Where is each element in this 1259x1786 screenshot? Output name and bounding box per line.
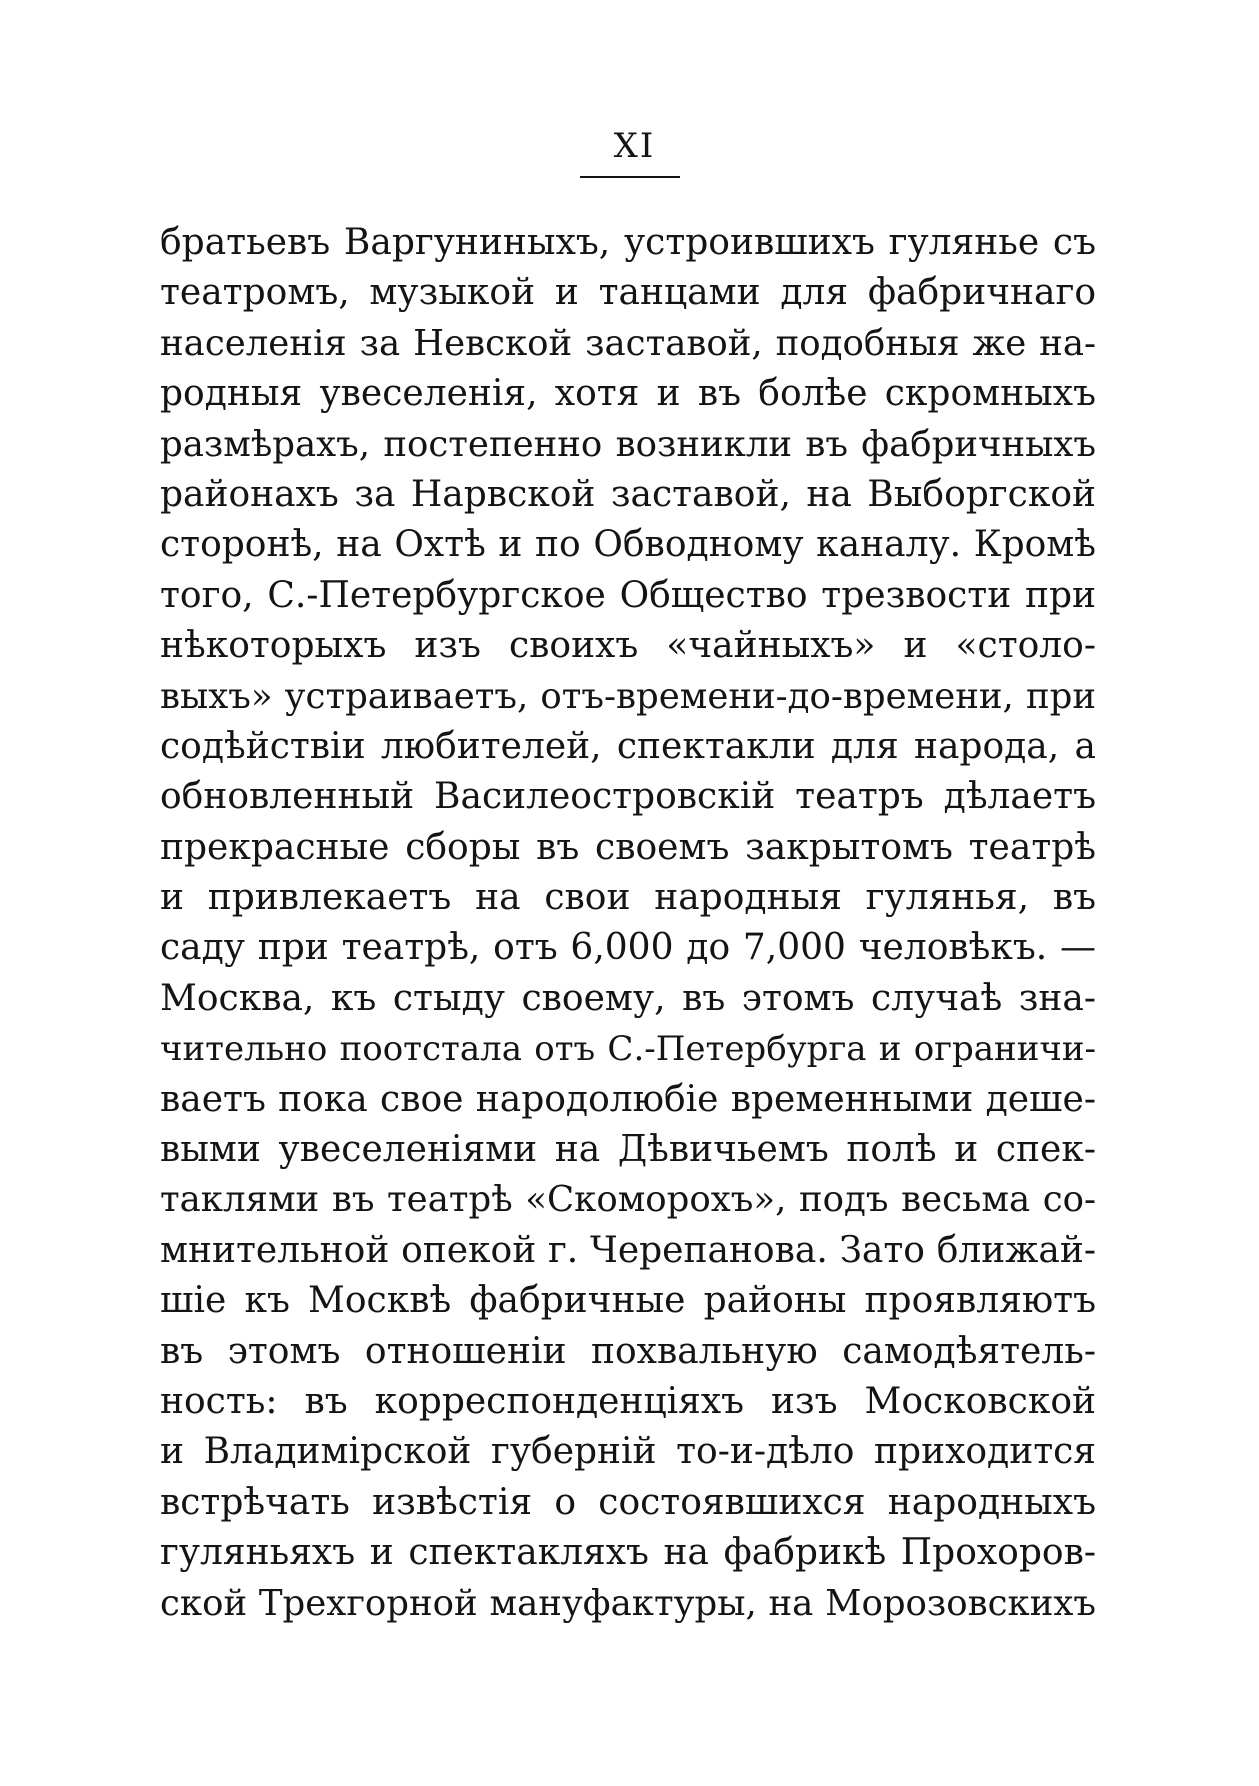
page-number: XI [613, 126, 656, 166]
text-line: и Владимірской губерній то-и-дѣло приходится [160, 1431, 1096, 1473]
text-line: въ этомъ отношеніи похвальную самодѣятель- [160, 1330, 1096, 1372]
text-line: обновленный Василеостровскій театръ дѣлаетъ [160, 776, 1096, 818]
text-line: прекрасные сборы въ своемъ закрытомъ театрѣ [160, 826, 1096, 868]
text-line: ваетъ пока свое народолюбіе временными деше- [160, 1078, 1096, 1120]
header-rule [580, 176, 680, 178]
text-line: саду при театрѣ, отъ 6,000 до 7,000 человѣкъ. — [160, 927, 1096, 969]
text-line: шіе къ Москвѣ фабричные районы проявляютъ [160, 1280, 1096, 1322]
text-line: гуляньяхъ и спектакляхъ на фабрикѣ Прохоров- [160, 1532, 1096, 1574]
text-line: встрѣчать извѣстія о состоявшихся народныхъ [160, 1481, 1096, 1523]
text-line: Москва, къ стыду своему, въ этомъ случаѣ зна- [160, 977, 1096, 1019]
text-line: выхъ» устраиваетъ, отъ-времени-до-времени, при [160, 675, 1096, 717]
text-line: ность: въ корреспонденціяхъ изъ Московской [160, 1380, 1096, 1422]
text-line: театромъ, музыкой и танцами для фабричнаго [160, 272, 1096, 314]
text-line: мнительной опекой г. Черепанова. Зато ближай- [160, 1229, 1096, 1271]
text-line: ской Трехгорной мануфактуры, на Морозовскихъ [160, 1582, 1096, 1624]
text-line: сторонѣ, на Охтѣ и по Обводному каналу. Кромѣ [160, 524, 1096, 566]
text-line: чительно поотстала отъ С.-Петербурга и ограничи- [160, 1029, 1096, 1070]
text-line: районахъ за Нарвской заставой, на Выборгской [160, 473, 1096, 515]
text-line: нѣкоторыхъ изъ своихъ «чайныхъ» и «столо- [160, 625, 1096, 667]
text-line: того, С.-Петербургское Общество трезвости при [160, 574, 1096, 616]
body-text [160, 218, 1096, 1629]
text-line: выми увеселеніями на Дѣвичьемъ полѣ и спек- [160, 1129, 1096, 1171]
text-line: содѣйствіи любителей, спектакли для народа, а [160, 725, 1096, 767]
text-line: братьевъ Варгуниныхъ, устроившихъ гулянье съ [160, 222, 1096, 263]
text-line: и привлекаетъ на свои народныя гулянья, въ [160, 877, 1096, 919]
text-line: размѣрахъ, постепенно возникли въ фабричныхъ [160, 423, 1096, 465]
text-line: населенія за Невской заставой, подобныя же на- [160, 322, 1096, 364]
text-line: таклями въ театрѣ «Скоморохъ», подъ весьма со- [160, 1179, 1096, 1221]
text-line: родныя увеселенія, хотя и въ болѣе скромныхъ [160, 373, 1096, 415]
